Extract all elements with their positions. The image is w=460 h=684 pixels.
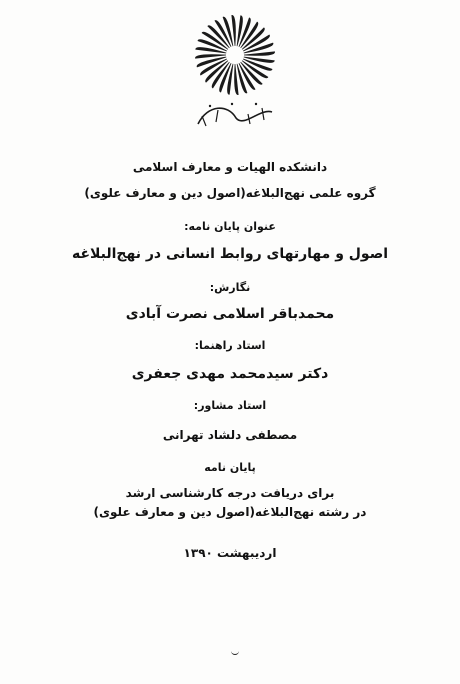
degree-line: برای دریافت درجه کارشناسی ارشد [125,486,335,500]
document-type: پایان نامه [204,461,256,474]
date: اردیبهشت ۱۳۹۰ [183,546,277,560]
university-logo [188,8,282,134]
supervisor-label: استاد راهنما: [194,339,266,352]
advisor-label: استاد مشاور: [193,399,267,412]
faculty-name: دانشکده الهیات و معارف اسلامی [132,160,328,174]
sunburst-emblem-icon [188,8,282,134]
thesis-title: اصول و مهارتهای روابط انسانی در نهج‌البلاغه [71,246,389,262]
field-line: در رشته نهج‌البلاغه(اصول دین و معارف علوی) [93,505,367,519]
supervisor-name: دکتر سیدمحمد مهدی جعفری [131,366,329,382]
author-label: نگارش: [209,281,251,294]
author-name: محمدباقر اسلامی نصرت آبادی [125,306,335,322]
thesis-title-label: عنوان پایان نامه: [184,220,276,233]
advisor-name: مصطفی دلشاد تهرانی [162,428,298,442]
department-name: گروه علمی نهج‌البلاغه(اصول دین و معارف علوی) [84,186,376,200]
page-mark [231,650,239,655]
